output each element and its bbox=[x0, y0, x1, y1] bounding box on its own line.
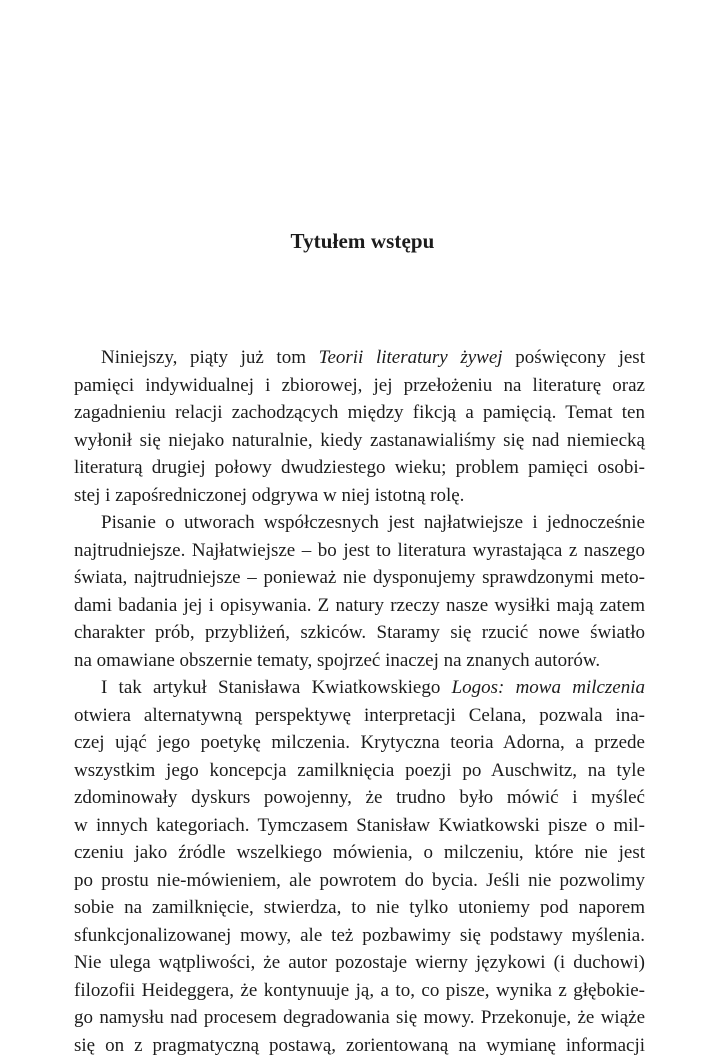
text-line: zdominowały dyskurs powojenny, że trudno było mówić i myśleć bbox=[74, 784, 645, 812]
text-line: Nie ulega wątpliwości, że autor pozostaje wierny językowi (i duchowi) bbox=[74, 949, 645, 977]
text-line: dami badania jej i opisywania. Z natury rzeczy nasze wysiłki mają zatem bbox=[74, 592, 645, 620]
italic-book-title: Teorii literatury żywej bbox=[319, 347, 503, 368]
text-line: najtrudniejsze. Najłatwiejsze – bo jest to literatura wyrastająca z naszego bbox=[74, 537, 645, 565]
chapter-title: Tytułem wstępu bbox=[0, 226, 725, 256]
text-line bbox=[74, 344, 645, 372]
text-line: Pisanie o utworach współczesnych jest najłatwiejsze i jednocześnie bbox=[74, 509, 645, 537]
text-line: czej ująć jego poetykę milczenia. Krytyczna teoria Adorna, a przede bbox=[74, 729, 645, 757]
text-line: zagadnieniu relacji zachodzących między fikcją a pamięcią. Temat ten bbox=[74, 399, 645, 427]
text-line: sobie na zamilknięcie, stwierdza, to nie tylko utoniemy pod naporem bbox=[74, 894, 645, 922]
text-line: literaturą drugiej połowy dwudziestego wieku; problem pamięci osobi- bbox=[74, 454, 645, 482]
text-line: wszystkim jego koncepcja zamilknięcia poezji po Auschwitz, na tyle bbox=[74, 757, 645, 785]
text-line: na omawiane obszernie tematy, spojrzeć inaczej na znanych autorów. bbox=[74, 647, 645, 675]
body-text bbox=[74, 344, 645, 1059]
text-line: pamięci indywidualnej i zbiorowej, jej przełożeniu na literaturę oraz bbox=[74, 372, 645, 400]
text-line: charakter prób, przybliżeń, szkiców. Staramy się rzucić nowe światło bbox=[74, 619, 645, 647]
text-segment: I tak artykuł Stanisława Kwiatkowskiego bbox=[101, 677, 452, 698]
text-line: się on z pragmatyczną postawą, zorientowaną na wymianę informacji bbox=[74, 1032, 645, 1059]
italic-article-title: Logos: mowa milczenia bbox=[452, 677, 645, 698]
text-line: czeniu jako źródle wszelkiego mówienia, o milczeniu, które nie jest bbox=[74, 839, 645, 867]
text-segment: Niniejszy, piąty już tom bbox=[101, 347, 319, 368]
text-line: otwiera alternatywną perspektywę interpretacji Celana, pozwala ina- bbox=[74, 702, 645, 730]
text-line: po prostu nie-mówieniem, ale powrotem do bycia. Jeśli nie pozwolimy bbox=[74, 867, 645, 895]
text-line: wyłonił się niejako naturalnie, kiedy zastanawialiśmy się nad niemiecką bbox=[74, 427, 645, 455]
text-line: go namysłu nad procesem degradowania się mowy. Przekonuje, że wiąże bbox=[74, 1004, 645, 1032]
text-line: w innych kategoriach. Tymczasem Stanisław Kwiatkowski pisze o mil- bbox=[74, 812, 645, 840]
text-line: sfunkcjonalizowanej mowy, ale też pozbawimy się podstawy myślenia. bbox=[74, 922, 645, 950]
text-line bbox=[74, 674, 645, 702]
text-line: świata, najtrudniejsze – ponieważ nie dysponujemy sprawdzonymi meto- bbox=[74, 564, 645, 592]
text-line: stej i zapośredniczonej odgrywa w niej istotną rolę. bbox=[74, 482, 645, 510]
text-segment: poświęcony jest bbox=[503, 347, 645, 368]
text-line: filozofii Heideggera, że kontynuuje ją, a to, co pisze, wynika z głębokie- bbox=[74, 977, 645, 1005]
